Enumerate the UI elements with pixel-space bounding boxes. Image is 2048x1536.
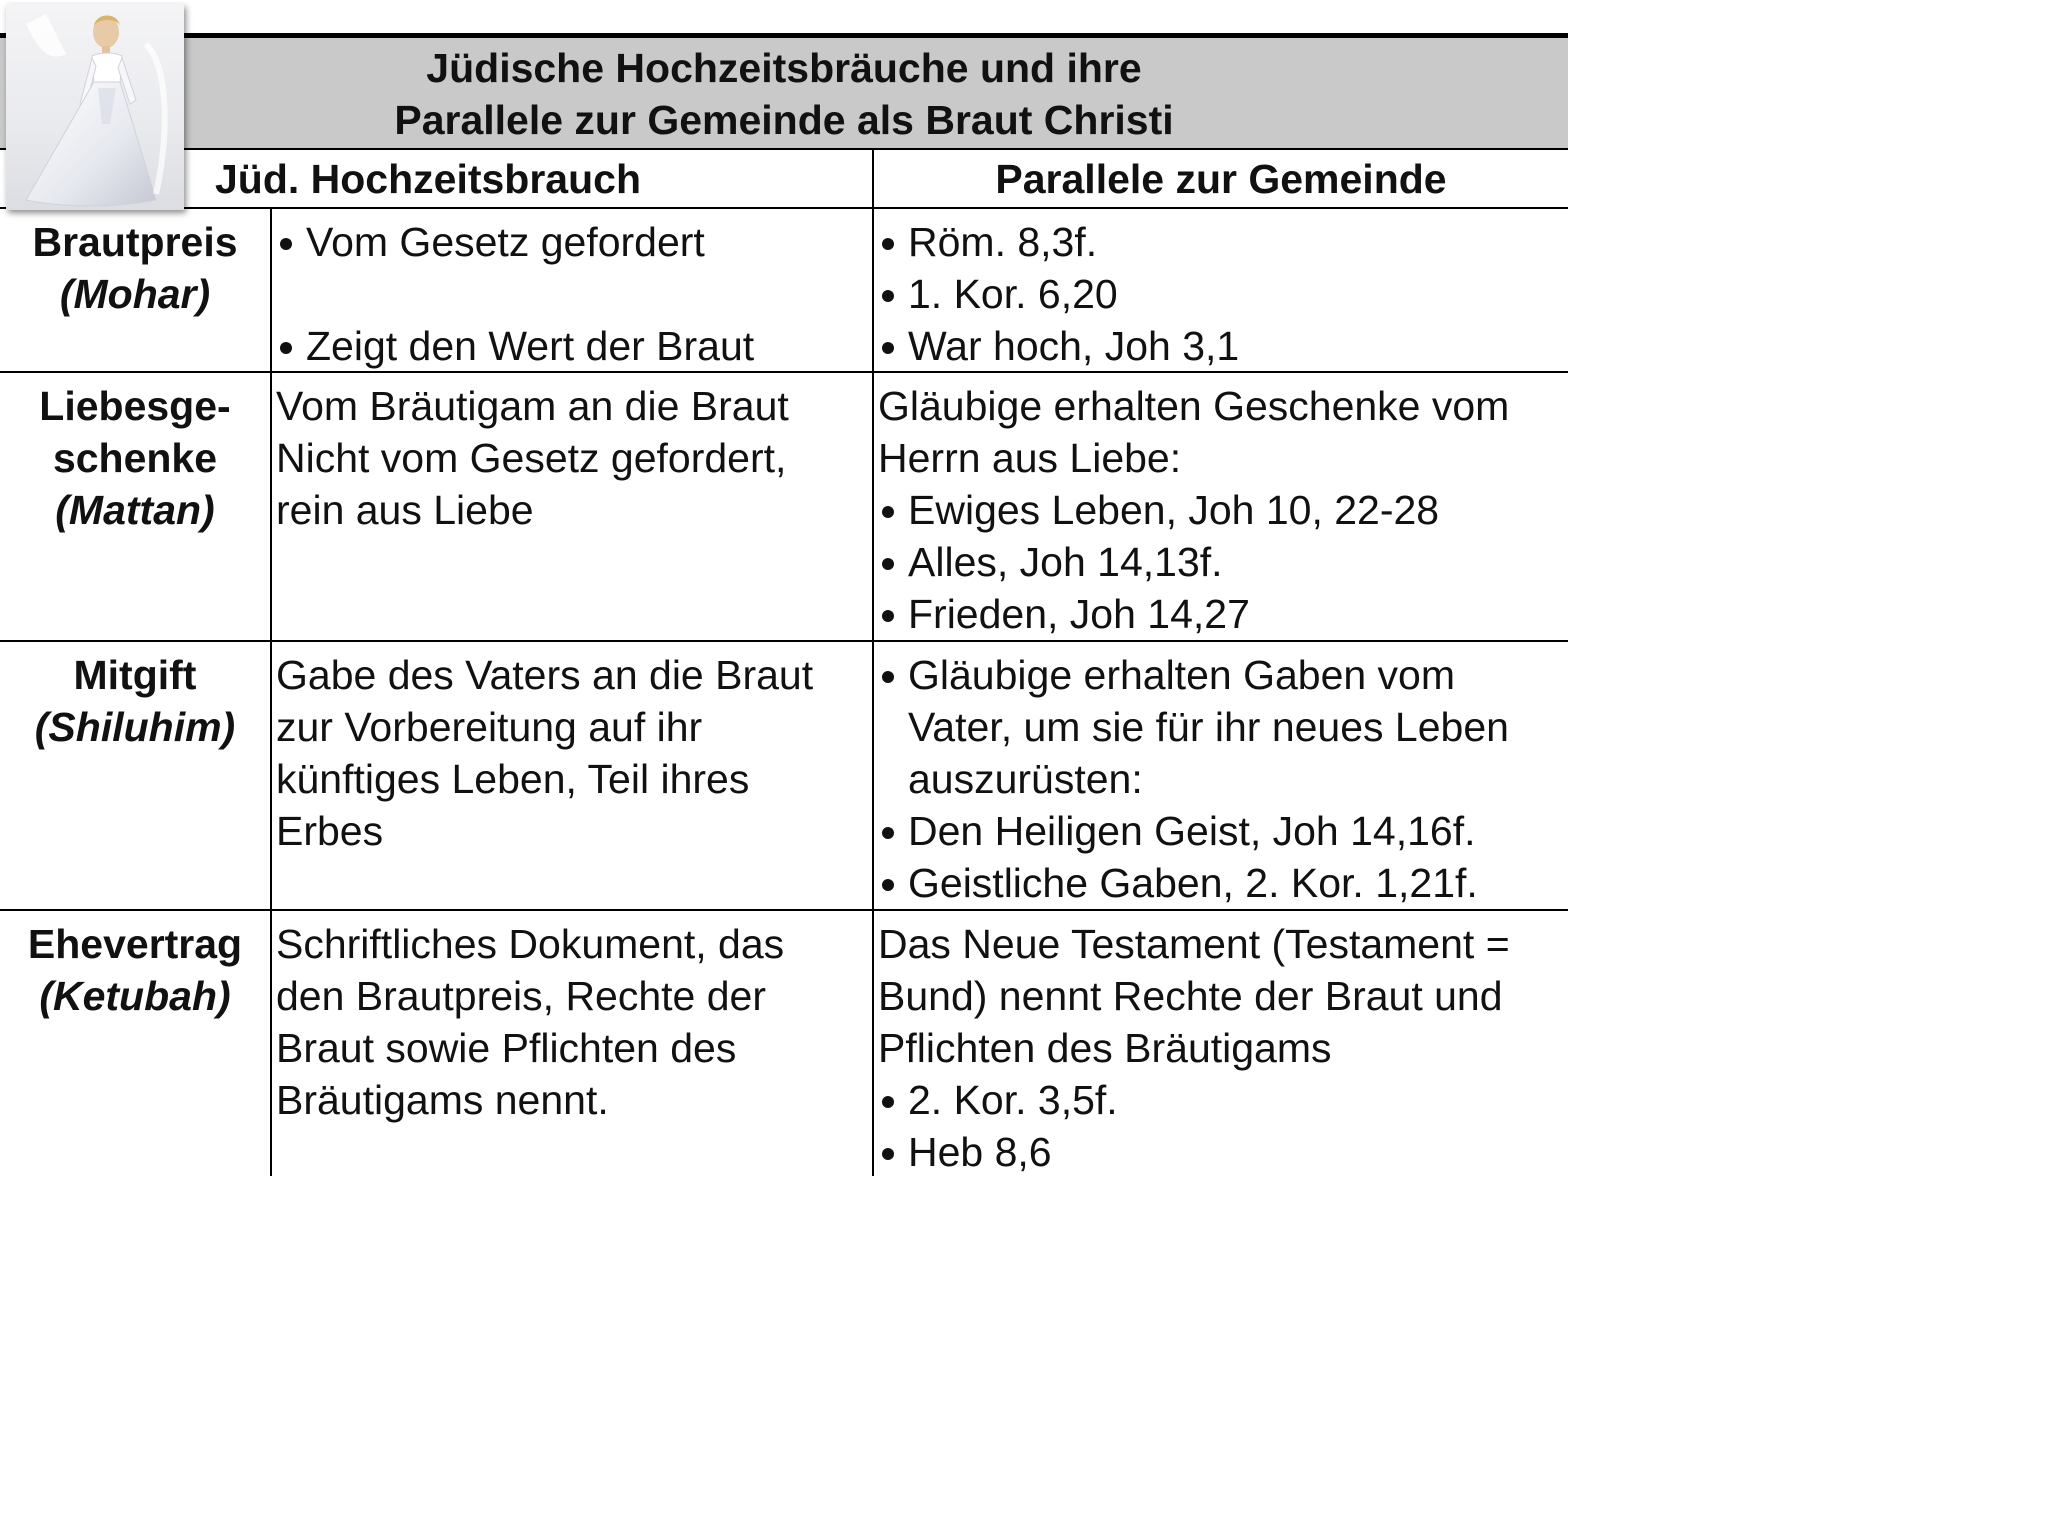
parallel-cell-liebesgeschenke	[878, 380, 1509, 640]
bullet-icon	[882, 238, 894, 250]
text-line: Gabe des Vaters an die Braut	[276, 652, 814, 698]
row-term-ehevertrag	[0, 918, 270, 1022]
parallel-cell-brautpreis	[876, 216, 1239, 372]
text-line: zur Vorbereitung auf ihr	[276, 704, 703, 750]
grid-line	[270, 207, 272, 1176]
term-label: Brautpreis	[32, 219, 238, 265]
bullet-icon	[280, 238, 292, 250]
custom-cell-mitgift	[276, 649, 813, 857]
grid-line	[0, 207, 1568, 209]
term-label: Ehevertrag	[27, 921, 243, 967]
bullet-item: Röm. 8,3f.	[876, 216, 1239, 268]
slide-title-line-1: Jüdische Hochzeitsbräuche und ihre	[426, 45, 1142, 91]
term-hebrew: (Shiluhim)	[34, 704, 236, 750]
bullet-item: Heb 8,6	[876, 1126, 1510, 1178]
bullet-icon	[882, 827, 894, 839]
bullet-item: Frieden, Joh 14,27	[876, 588, 1509, 640]
parallel-cell-mitgift	[876, 649, 1509, 909]
bullet-icon	[280, 342, 292, 354]
bullet-item: War hoch, Joh 3,1	[876, 320, 1239, 372]
grid-line	[0, 371, 1568, 373]
bullet-icon	[882, 1096, 894, 1108]
bullet-icon	[882, 506, 894, 518]
column-header-parallel: Parallele zur Gemeinde	[995, 156, 1447, 202]
spacer	[274, 268, 754, 320]
text-line: Nicht vom Gesetz gefordert,	[276, 435, 787, 481]
row-term-brautpreis	[0, 216, 270, 320]
text-line: künftiges Leben, Teil ihres	[276, 756, 750, 802]
grid-line	[872, 150, 874, 1176]
text-line: Vater, um sie für ihr neues Leben	[908, 704, 1509, 750]
custom-cell-brautpreis	[274, 216, 754, 372]
text-line: den Brautpreis, Rechte der	[276, 973, 766, 1019]
text-line: Gläubige erhalten Geschenke vom	[878, 383, 1510, 429]
bullet-item: Gläubige erhalten Gaben vom	[876, 649, 1509, 701]
text-line: auszurüsten:	[908, 756, 1143, 802]
column-header-custom: Jüd. Hochzeitsbrauch	[214, 156, 641, 202]
parallel-cell-ehevertrag	[878, 918, 1510, 1178]
bullet-item: Alles, Joh 14,13f.	[876, 536, 1509, 588]
bullet-item: Vom Gesetz gefordert	[274, 216, 754, 268]
text-line: Erbes	[276, 808, 384, 854]
bullet-item: 1. Kor. 6,20	[876, 268, 1239, 320]
term-hebrew: (Ketubah)	[39, 973, 231, 1019]
bullet-icon	[882, 879, 894, 891]
text-line: rein aus Liebe	[276, 487, 534, 533]
row-term-mitgift	[0, 649, 270, 753]
term-label-1: Liebesge-	[39, 383, 231, 429]
grid-line	[0, 640, 1568, 642]
text-line: Herrn aus Liebe:	[878, 435, 1182, 481]
text-line: Pflichten des Bräutigams	[878, 1025, 1332, 1071]
text-line: Bund) nennt Rechte der Braut und	[878, 973, 1503, 1019]
term-label: Mitgift	[73, 652, 197, 698]
bullet-item: Den Heiligen Geist, Joh 14,16f.	[876, 805, 1509, 857]
text-line: Vom Bräutigam an die Braut	[276, 383, 789, 429]
term-hebrew: (Mohar)	[59, 271, 211, 317]
bullet-icon	[882, 1148, 894, 1160]
text-line: Braut sowie Pflichten des	[276, 1025, 737, 1071]
bullet-icon	[882, 610, 894, 622]
bullet-icon	[882, 558, 894, 570]
bullet-item: 2. Kor. 3,5f.	[876, 1074, 1510, 1126]
custom-cell-liebesgeschenke	[276, 380, 789, 536]
bullet-item: Geistliche Gaben, 2. Kor. 1,21f.	[876, 857, 1509, 909]
bullet-icon	[882, 671, 894, 683]
row-term-liebesgeschenke	[0, 380, 270, 536]
term-label-2: schenke	[52, 435, 218, 481]
bullet-icon	[882, 290, 894, 302]
bullet-item: Ewiges Leben, Joh 10, 22-28	[876, 484, 1509, 536]
text-line: Bräutigams nennt.	[276, 1077, 609, 1123]
text-line: Das Neue Testament (Testament =	[878, 921, 1510, 967]
bullet-item: Zeigt den Wert der Braut	[274, 320, 754, 372]
slide-title-line-2: Parallele zur Gemeinde als Braut Christi	[394, 97, 1174, 143]
grid-line	[0, 909, 1568, 911]
term-hebrew: (Mattan)	[55, 487, 215, 533]
bride-in-white-dress-icon	[6, 4, 184, 210]
bullet-icon	[882, 342, 894, 354]
custom-cell-ehevertrag	[276, 918, 784, 1126]
text-line: Schriftliches Dokument, das	[276, 921, 785, 967]
bride-photo	[6, 4, 184, 210]
